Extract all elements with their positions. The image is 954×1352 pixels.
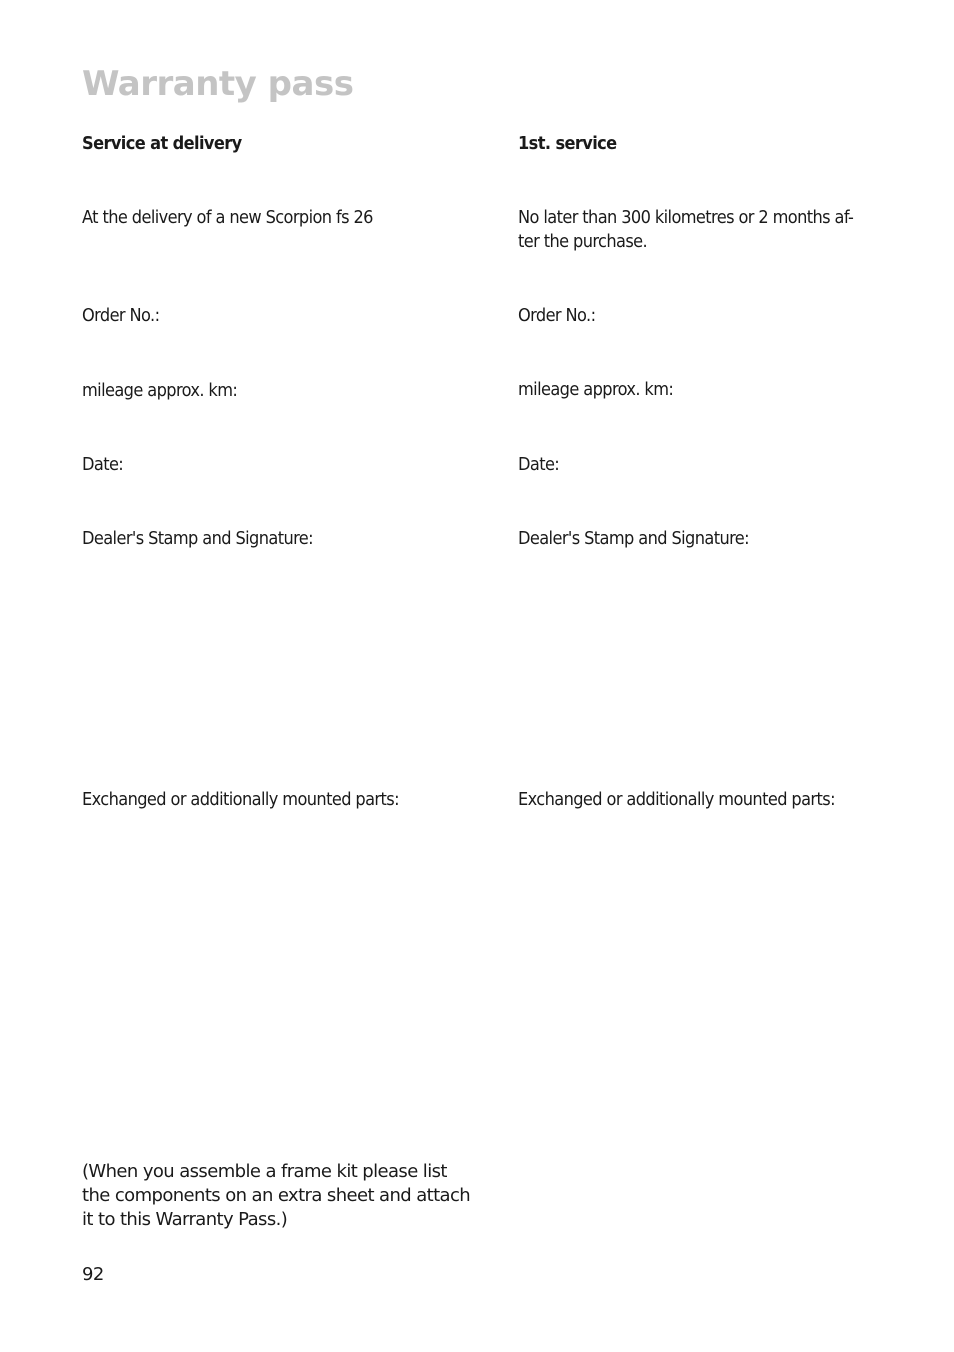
date-label: Date: — [82, 454, 124, 475]
service-at-delivery-heading: Service at delivery — [82, 133, 242, 154]
frame-kit-note-line-3: it to this Warranty Pass.) — [82, 1209, 288, 1230]
frame-kit-note — [82, 1160, 472, 1232]
order-number-label: Order No.: — [82, 305, 160, 326]
date-label: Date: — [518, 454, 560, 475]
exchanged-parts-label: Exchanged or additionally mounted parts: — [518, 789, 835, 810]
delivery-description: At the delivery of a new Scorpion fs 26 — [82, 207, 373, 228]
first-service-description-line-1: No later than 300 kilometres or 2 months af- — [518, 207, 854, 228]
dealer-stamp-label: Dealer's Stamp and Signature: — [518, 528, 750, 549]
frame-kit-note-line-2: the components on an extra sheet and attach — [82, 1185, 471, 1206]
order-number-label: Order No.: — [518, 305, 596, 326]
first-service-description-line-2: ter the purchase. — [518, 231, 648, 252]
mileage-label: mileage approx. km: — [518, 379, 674, 400]
page-number: 92 — [82, 1264, 104, 1285]
dealer-stamp-label: Dealer's Stamp and Signature: — [82, 528, 314, 549]
mileage-label: mileage approx. km: — [82, 380, 238, 401]
first-service-heading: 1st. service — [518, 133, 617, 154]
frame-kit-note-line-1: (When you assemble a frame kit please list — [82, 1161, 447, 1182]
exchanged-parts-label: Exchanged or additionally mounted parts: — [82, 789, 399, 810]
page-title: Warranty pass — [82, 64, 354, 104]
